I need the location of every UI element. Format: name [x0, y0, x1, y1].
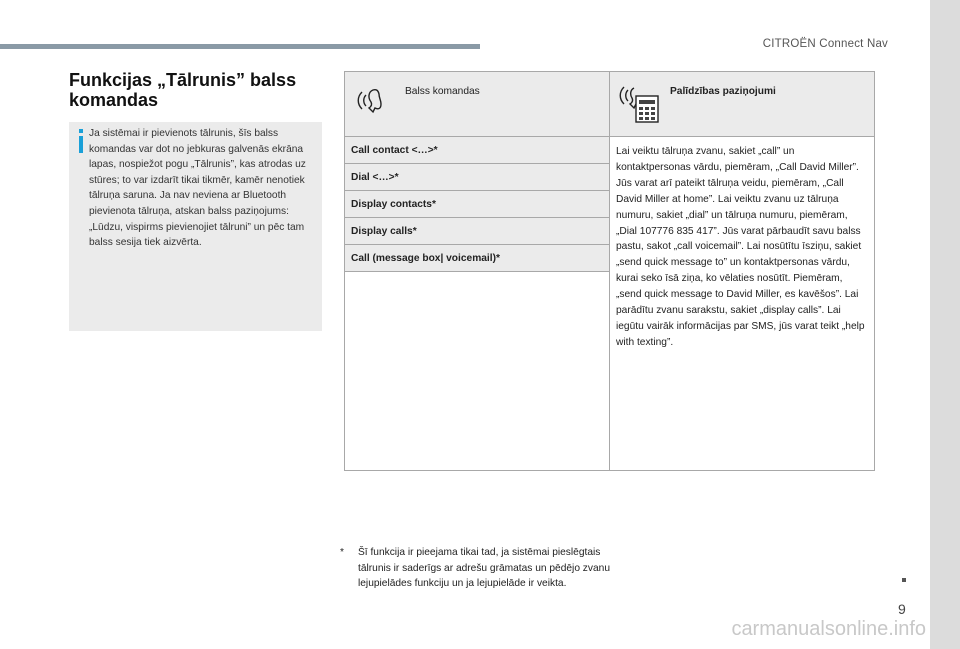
footnote-text: Šī funkcija ir pieejama tikai tad, ja sistēmai pieslēgtais tālrunis ir saderīgs ar adrešu grāmatas un pēdējo zvanu lejupielādes funkciju un ja lejupielāde ir veikta. — [358, 547, 610, 590]
page-number: 9 — [898, 601, 906, 617]
header-voice-commands-label: Balss komandas — [405, 86, 480, 97]
header-voice-commands — [345, 72, 610, 137]
footnote — [340, 545, 610, 592]
command-item: Dial <…>* — [345, 164, 609, 191]
side-bullet — [902, 578, 906, 582]
voice-help-icon — [618, 82, 662, 126]
command-item: Display contacts* — [345, 191, 609, 218]
voice-commands-table — [344, 71, 875, 471]
help-message-text: Lai veiktu tālruņa zvanu, sakiet „call” un kontaktpersonas vārdu, piemēram, „Call David Miller”. Jūs varat arī pateikt tālruņa veidu, piemēram, „Call David Miller at home”. Lai veiktu zvanu uz tālruņa numuru, sakiet „dial” un tālruņa numuru, piemēram, „Dial 107776 835 417”. Jūs varat pārbaudīt savu balss pastu, sakot „call voicemail”. Lai nosūtītu īsziņu, sakiet „send quick message to” un kontaktpersonas vārdu, kurai seko īsā ziņa, ko vēlaties nosūtīt. Piemēram, „send quick message to David Miller, es kavēšos”. Lai parādītu zvanu sarakstu, sakiet „display calls”. Lai iegūtu vairāk informācijas par SMS, jūs varat teikt „help with texting”. — [610, 137, 875, 471]
header-help-messages-label: Palīdzības paziņojumi — [670, 86, 776, 97]
command-item: Display calls* — [345, 218, 609, 245]
footnote-marker: * — [340, 547, 344, 558]
command-item: Call (message box| voicemail)* — [345, 245, 609, 271]
side-strip — [930, 0, 960, 649]
info-icon — [79, 129, 83, 153]
watermark: carmanualsonline.info — [731, 618, 926, 640]
info-text: Ja sistēmai ir pievienots tālrunis, šīs balss komandas var dot no jebkuras galvenās ekrāna lapas, nospiežot pogu „Tālrunis”, kas atrodas uz stūres; to var izdarīt tikai tikmēr, kamēr nenotiek tālruņa saruna. Ja nav neviena ar Bluetooth pievienota tālruņa, atskan balss paziņojums: „Lūdzu, vispirms pievienojiet tālruni” un pēc tam balss sesija tiek aizvērta. — [89, 128, 306, 249]
header-help-messages — [610, 72, 875, 137]
page-title: Funkcijas „Tālrunis” balss komandas — [69, 70, 297, 110]
header-rule — [0, 44, 480, 49]
info-box — [69, 122, 322, 331]
brand-label: CITROËN Connect Nav — [762, 38, 888, 50]
commands-column — [345, 137, 610, 471]
voice-command-icon — [353, 82, 393, 122]
command-item: Call contact <…>* — [345, 137, 609, 164]
